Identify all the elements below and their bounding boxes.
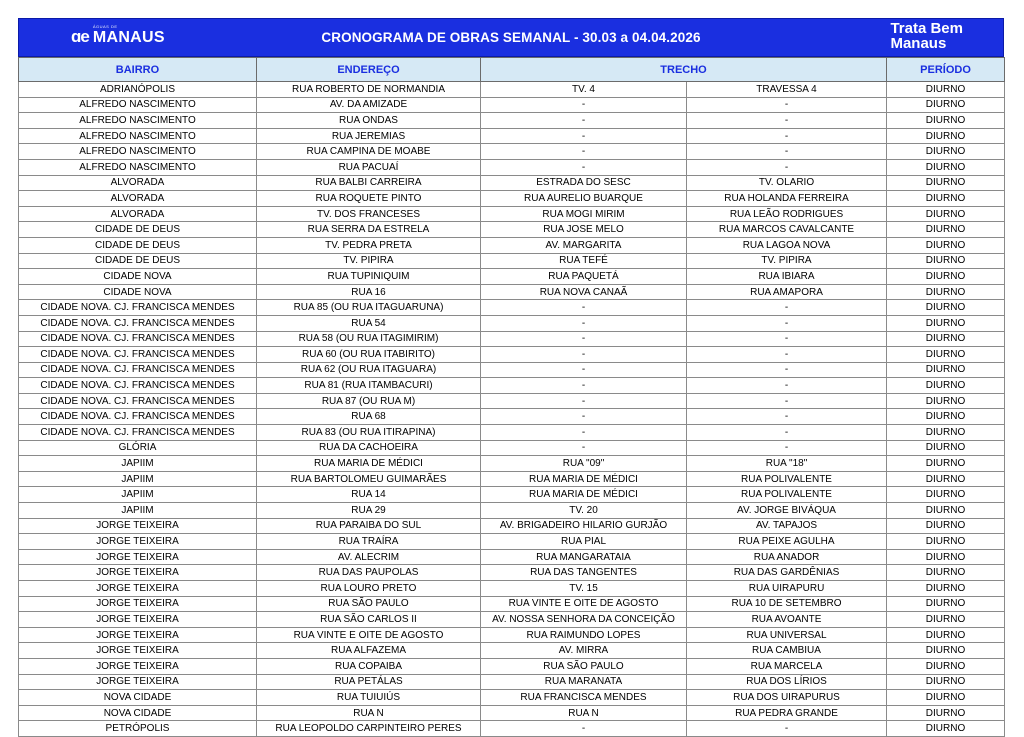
cell-endereco: RUA DAS PAUPOLAS <box>257 565 481 581</box>
cell-endereco: RUA 83 (OU RUA ITIRAPINA) <box>257 425 481 441</box>
cell-bairro: CIDADE NOVA. CJ. FRANCISCA MENDES <box>19 425 257 441</box>
cell-trecho-ate: - <box>687 409 887 425</box>
logo-mark-icon: ɑe <box>71 27 89 46</box>
table-row <box>19 581 1005 597</box>
cell-bairro: CIDADE NOVA. CJ. FRANCISCA MENDES <box>19 378 257 394</box>
header-banner <box>18 18 1004 57</box>
cell-trecho-de: AV. MIRRA <box>481 643 687 659</box>
table-row <box>19 175 1005 191</box>
column-header-bairro: BAIRRO <box>19 58 257 82</box>
cell-trecho-de: TV. 4 <box>481 82 687 98</box>
schedule-sheet <box>18 18 1004 737</box>
cell-trecho-ate: - <box>687 362 887 378</box>
cell-trecho-de: RUA FRANCISCA MENDES <box>481 690 687 706</box>
cell-periodo: DIURNO <box>887 159 1005 175</box>
table-row <box>19 409 1005 425</box>
cell-endereco: RUA COPAIBA <box>257 658 481 674</box>
table-row <box>19 690 1005 706</box>
cell-trecho-ate: - <box>687 331 887 347</box>
cell-bairro: JORGE TEIXEIRA <box>19 674 257 690</box>
cell-periodo: DIURNO <box>887 581 1005 597</box>
cell-bairro: ALFREDO NASCIMENTO <box>19 159 257 175</box>
column-header-endereco: ENDEREÇO <box>257 58 481 82</box>
cell-endereco: RUA CAMPINA DE MOABE <box>257 144 481 160</box>
page-title: CRONOGRAMA DE OBRAS SEMANAL - 30.03 a 04.04.2026 <box>321 30 701 45</box>
cell-trecho-de: RUA JOSE MELO <box>481 222 687 238</box>
cell-bairro: CIDADE DE DEUS <box>19 253 257 269</box>
cell-periodo: DIURNO <box>887 362 1005 378</box>
cell-periodo: DIURNO <box>887 253 1005 269</box>
cell-trecho-de: RUA "09" <box>481 456 687 472</box>
cell-trecho-ate: RUA UNIVERSAL <box>687 627 887 643</box>
cell-trecho-de: - <box>481 159 687 175</box>
cell-bairro: CIDADE NOVA. CJ. FRANCISCA MENDES <box>19 315 257 331</box>
cell-periodo: DIURNO <box>887 331 1005 347</box>
table-row <box>19 82 1005 98</box>
cell-bairro: CIDADE NOVA. CJ. FRANCISCA MENDES <box>19 347 257 363</box>
cell-periodo: DIURNO <box>887 300 1005 316</box>
cell-trecho-ate: - <box>687 113 887 129</box>
table-row <box>19 705 1005 721</box>
column-header-periodo: PERÍODO <box>887 58 1005 82</box>
cell-trecho-de: - <box>481 331 687 347</box>
cell-periodo: DIURNO <box>887 471 1005 487</box>
cell-trecho-de: - <box>481 128 687 144</box>
table-row <box>19 393 1005 409</box>
table-header-row <box>19 58 1005 82</box>
table-row <box>19 658 1005 674</box>
cell-periodo: DIURNO <box>887 440 1005 456</box>
cell-periodo: DIURNO <box>887 705 1005 721</box>
cell-trecho-ate: AV. TAPAJOS <box>687 518 887 534</box>
cell-trecho-de: RUA RAIMUNDO LOPES <box>481 627 687 643</box>
cell-periodo: DIURNO <box>887 565 1005 581</box>
cell-periodo: DIURNO <box>887 97 1005 113</box>
cell-endereco: AV. DA AMIZADE <box>257 97 481 113</box>
cell-trecho-de: - <box>481 393 687 409</box>
cell-bairro: JORGE TEIXEIRA <box>19 565 257 581</box>
cell-trecho-ate: RUA UIRAPURU <box>687 581 887 597</box>
cell-periodo: DIURNO <box>887 721 1005 737</box>
cell-trecho-ate: - <box>687 425 887 441</box>
cell-bairro: GLÓRIA <box>19 440 257 456</box>
cell-trecho-ate: - <box>687 378 887 394</box>
cell-trecho-ate: RUA PEDRA GRANDE <box>687 705 887 721</box>
cell-trecho-de: RUA AURELIO BUARQUE <box>481 191 687 207</box>
cell-trecho-de: - <box>481 97 687 113</box>
cell-trecho-ate: - <box>687 315 887 331</box>
cell-trecho-de: - <box>481 409 687 425</box>
cell-trecho-ate: - <box>687 159 887 175</box>
cell-trecho-de: TV. 15 <box>481 581 687 597</box>
cell-bairro: ADRIANÓPOLIS <box>19 82 257 98</box>
table-row <box>19 425 1005 441</box>
cell-bairro: CIDADE NOVA. CJ. FRANCISCA MENDES <box>19 362 257 378</box>
table-row <box>19 222 1005 238</box>
cell-endereco: RUA ONDAS <box>257 113 481 129</box>
table-row <box>19 549 1005 565</box>
table-row <box>19 596 1005 612</box>
cell-bairro: ALFREDO NASCIMENTO <box>19 113 257 129</box>
brand-line-1: Trata Bem <box>890 20 963 37</box>
cell-bairro: ALFREDO NASCIMENTO <box>19 97 257 113</box>
cell-bairro: JORGE TEIXEIRA <box>19 627 257 643</box>
cell-periodo: DIURNO <box>887 690 1005 706</box>
cell-bairro: CIDADE NOVA. CJ. FRANCISCA MENDES <box>19 409 257 425</box>
cell-bairro: CIDADE DE DEUS <box>19 222 257 238</box>
table-body <box>19 82 1005 737</box>
cell-trecho-de: RUA MARIA DE MÉDICI <box>481 471 687 487</box>
cell-trecho-ate: TV. OLARIO <box>687 175 887 191</box>
table-row <box>19 206 1005 222</box>
cell-trecho-de: - <box>481 300 687 316</box>
cell-bairro: JORGE TEIXEIRA <box>19 596 257 612</box>
cell-trecho-ate: RUA "18" <box>687 456 887 472</box>
cell-periodo: DIURNO <box>887 269 1005 285</box>
cell-bairro: ALFREDO NASCIMENTO <box>19 128 257 144</box>
table-row <box>19 284 1005 300</box>
cell-bairro: JAPIIM <box>19 487 257 503</box>
cell-endereco: RUA 29 <box>257 503 481 519</box>
cell-trecho-de: RUA MARIA DE MÉDICI <box>481 487 687 503</box>
cell-endereco: RUA 58 (OU RUA ITAGIMIRIM) <box>257 331 481 347</box>
table-row <box>19 97 1005 113</box>
cell-periodo: DIURNO <box>887 456 1005 472</box>
cell-trecho-de: RUA TEFÉ <box>481 253 687 269</box>
cell-endereco: RUA ROBERTO DE NORMANDIA <box>257 82 481 98</box>
table-row <box>19 471 1005 487</box>
cell-endereco: RUA PETÁLAS <box>257 674 481 690</box>
table-row <box>19 503 1005 519</box>
cell-trecho-de: - <box>481 425 687 441</box>
cell-trecho-de: - <box>481 315 687 331</box>
table-row <box>19 253 1005 269</box>
table-row <box>19 721 1005 737</box>
cell-periodo: DIURNO <box>887 113 1005 129</box>
table-row <box>19 315 1005 331</box>
cell-endereco: RUA BALBI CARREIRA <box>257 175 481 191</box>
cell-periodo: DIURNO <box>887 643 1005 659</box>
cell-periodo: DIURNO <box>887 627 1005 643</box>
cell-trecho-de: RUA DAS TANGENTES <box>481 565 687 581</box>
cell-endereco: RUA 14 <box>257 487 481 503</box>
cell-trecho-de: RUA NOVA CANAÃ <box>481 284 687 300</box>
cell-endereco: RUA JEREMIAS <box>257 128 481 144</box>
cell-trecho-ate: RUA LAGOA NOVA <box>687 237 887 253</box>
cell-periodo: DIURNO <box>887 596 1005 612</box>
cell-periodo: DIURNO <box>887 82 1005 98</box>
cell-bairro: NOVA CIDADE <box>19 690 257 706</box>
cell-periodo: DIURNO <box>887 534 1005 550</box>
table-row <box>19 643 1005 659</box>
table-row <box>19 191 1005 207</box>
cell-trecho-ate: RUA MARCOS CAVALCANTE <box>687 222 887 238</box>
table-row <box>19 362 1005 378</box>
cell-trecho-de: - <box>481 440 687 456</box>
table-row <box>19 347 1005 363</box>
cell-endereco: RUA 60 (OU RUA ITABIRITO) <box>257 347 481 363</box>
cell-periodo: DIURNO <box>887 425 1005 441</box>
cell-endereco: RUA PACUAÍ <box>257 159 481 175</box>
table-row <box>19 612 1005 628</box>
cell-trecho-de: TV. 20 <box>481 503 687 519</box>
cell-trecho-ate: - <box>687 144 887 160</box>
cell-trecho-de: RUA N <box>481 705 687 721</box>
cell-endereco: RUA 54 <box>257 315 481 331</box>
cell-periodo: DIURNO <box>887 237 1005 253</box>
trata-bem-manaus-logo <box>890 21 963 51</box>
cell-endereco: TV. PEDRA PRETA <box>257 237 481 253</box>
table-row <box>19 237 1005 253</box>
cell-trecho-de: - <box>481 362 687 378</box>
cell-periodo: DIURNO <box>887 674 1005 690</box>
cell-periodo: DIURNO <box>887 347 1005 363</box>
cell-endereco: TV. DOS FRANCESES <box>257 206 481 222</box>
cell-bairro: CIDADE NOVA <box>19 269 257 285</box>
cell-trecho-de: AV. NOSSA SENHORA DA CONCEIÇÃO <box>481 612 687 628</box>
cell-periodo: DIURNO <box>887 409 1005 425</box>
cell-trecho-ate: RUA 10 DE SETEMBRO <box>687 596 887 612</box>
cell-trecho-ate: RUA MARCELA <box>687 658 887 674</box>
table-row <box>19 518 1005 534</box>
cell-bairro: JORGE TEIXEIRA <box>19 581 257 597</box>
table-row <box>19 378 1005 394</box>
cell-endereco: RUA LOURO PRETO <box>257 581 481 597</box>
cell-trecho-ate: RUA ANADOR <box>687 549 887 565</box>
logo-main-text: MANAUS <box>92 29 165 46</box>
cell-periodo: DIURNO <box>887 128 1005 144</box>
cell-endereco: RUA ROQUETE PINTO <box>257 191 481 207</box>
table-row <box>19 300 1005 316</box>
cell-bairro: CIDADE DE DEUS <box>19 237 257 253</box>
cell-trecho-ate: RUA DOS UIRAPURUS <box>687 690 887 706</box>
cell-trecho-de: - <box>481 347 687 363</box>
cell-bairro: JORGE TEIXEIRA <box>19 518 257 534</box>
cell-trecho-ate: RUA HOLANDA FERREIRA <box>687 191 887 207</box>
table-row <box>19 627 1005 643</box>
cell-bairro: JAPIIM <box>19 456 257 472</box>
cell-trecho-de: RUA MARANATA <box>481 674 687 690</box>
cell-trecho-ate: RUA PEIXE AGULHA <box>687 534 887 550</box>
table-row <box>19 440 1005 456</box>
cell-bairro: CIDADE NOVA <box>19 284 257 300</box>
cell-endereco: RUA PARAIBA DO SUL <box>257 518 481 534</box>
cell-trecho-de: AV. BRIGADEIRO HILARIO GURJÃO <box>481 518 687 534</box>
cell-trecho-ate: - <box>687 97 887 113</box>
cell-trecho-ate: - <box>687 128 887 144</box>
cell-periodo: DIURNO <box>887 222 1005 238</box>
cell-bairro: CIDADE NOVA. CJ. FRANCISCA MENDES <box>19 393 257 409</box>
cell-trecho-ate: - <box>687 721 887 737</box>
cell-trecho-ate: AV. JORGE BIVÁQUA <box>687 503 887 519</box>
cell-endereco: RUA 68 <box>257 409 481 425</box>
cell-bairro: JAPIIM <box>19 503 257 519</box>
cell-bairro: JORGE TEIXEIRA <box>19 658 257 674</box>
table-row <box>19 269 1005 285</box>
cell-trecho-de: RUA VINTE E OITE DE AGOSTO <box>481 596 687 612</box>
cell-trecho-ate: RUA LEÃO RODRIGUES <box>687 206 887 222</box>
cell-trecho-de: AV. MARGARITA <box>481 237 687 253</box>
cell-periodo: DIURNO <box>887 144 1005 160</box>
cell-trecho-de: - <box>481 378 687 394</box>
cell-bairro: JORGE TEIXEIRA <box>19 643 257 659</box>
cell-endereco: RUA 16 <box>257 284 481 300</box>
cell-trecho-ate: RUA CAMBIUA <box>687 643 887 659</box>
table-row <box>19 144 1005 160</box>
cell-endereco: RUA 87 (OU RUA M) <box>257 393 481 409</box>
cell-trecho-ate: RUA DAS GARDÊNIAS <box>687 565 887 581</box>
cell-endereco: RUA DA CACHOEIRA <box>257 440 481 456</box>
cell-trecho-de: - <box>481 144 687 160</box>
cell-endereco: TV. PIPIRA <box>257 253 481 269</box>
cell-periodo: DIURNO <box>887 487 1005 503</box>
logo-small-text: ÁGUAS DE <box>92 24 118 29</box>
table-row <box>19 159 1005 175</box>
cell-bairro: JORGE TEIXEIRA <box>19 612 257 628</box>
cell-endereco: RUA LEOPOLDO CARPINTEIRO PERES <box>257 721 481 737</box>
cell-bairro: CIDADE NOVA. CJ. FRANCISCA MENDES <box>19 300 257 316</box>
cell-trecho-ate: RUA POLIVALENTE <box>687 471 887 487</box>
table-row <box>19 128 1005 144</box>
cell-periodo: DIURNO <box>887 284 1005 300</box>
cell-trecho-ate: TV. PIPIRA <box>687 253 887 269</box>
cell-endereco: RUA N <box>257 705 481 721</box>
cell-trecho-ate: RUA IBIARA <box>687 269 887 285</box>
cell-bairro: JORGE TEIXEIRA <box>19 549 257 565</box>
cell-trecho-ate: RUA AMAPORA <box>687 284 887 300</box>
cell-bairro: ALVORADA <box>19 206 257 222</box>
cell-endereco: RUA BARTOLOMEU GUIMARÃES <box>257 471 481 487</box>
cell-trecho-de: RUA PIAL <box>481 534 687 550</box>
cell-trecho-de: RUA SÃO PAULO <box>481 658 687 674</box>
cell-bairro: CIDADE NOVA. CJ. FRANCISCA MENDES <box>19 331 257 347</box>
table-row <box>19 534 1005 550</box>
cell-periodo: DIURNO <box>887 191 1005 207</box>
cell-endereco: RUA SÃO PAULO <box>257 596 481 612</box>
cell-trecho-de: - <box>481 113 687 129</box>
cell-trecho-de: RUA MOGI MIRIM <box>481 206 687 222</box>
cell-endereco: RUA TUPINIQUIM <box>257 269 481 285</box>
cell-bairro: NOVA CIDADE <box>19 705 257 721</box>
cell-bairro: ALVORADA <box>19 175 257 191</box>
cell-endereco: RUA VINTE E OITE DE AGOSTO <box>257 627 481 643</box>
cell-trecho-ate: RUA POLIVALENTE <box>687 487 887 503</box>
cell-endereco: RUA 81 (RUA ITAMBACURI) <box>257 378 481 394</box>
table-row <box>19 565 1005 581</box>
cell-trecho-de: RUA MANGARATAIA <box>481 549 687 565</box>
cell-trecho-de: - <box>481 721 687 737</box>
column-header-trecho: TRECHO <box>481 58 887 82</box>
cell-periodo: DIURNO <box>887 378 1005 394</box>
cell-trecho-ate: RUA AVOANTE <box>687 612 887 628</box>
cell-periodo: DIURNO <box>887 658 1005 674</box>
cell-bairro: JORGE TEIXEIRA <box>19 534 257 550</box>
cell-periodo: DIURNO <box>887 315 1005 331</box>
table-row <box>19 113 1005 129</box>
cell-periodo: DIURNO <box>887 206 1005 222</box>
cell-trecho-de: ESTRADA DO SESC <box>481 175 687 191</box>
cell-endereco: RUA SÃO CARLOS II <box>257 612 481 628</box>
cell-trecho-ate: RUA DOS LÍRIOS <box>687 674 887 690</box>
cell-endereco: RUA 62 (OU RUA ITAGUARA) <box>257 362 481 378</box>
cell-bairro: ALFREDO NASCIMENTO <box>19 144 257 160</box>
cell-endereco: RUA ALFAZEMA <box>257 643 481 659</box>
cell-periodo: DIURNO <box>887 175 1005 191</box>
cell-periodo: DIURNO <box>887 393 1005 409</box>
cell-trecho-ate: - <box>687 393 887 409</box>
cell-bairro: PETRÓPOLIS <box>19 721 257 737</box>
cell-endereco: RUA TUIUIÚS <box>257 690 481 706</box>
table-row <box>19 487 1005 503</box>
cell-periodo: DIURNO <box>887 549 1005 565</box>
cell-endereco: RUA 85 (OU RUA ITAGUARUNA) <box>257 300 481 316</box>
cell-periodo: DIURNO <box>887 612 1005 628</box>
cell-endereco: RUA SERRA DA ESTRELA <box>257 222 481 238</box>
table-row <box>19 331 1005 347</box>
cell-bairro: JAPIIM <box>19 471 257 487</box>
brand-line-2: Manaus <box>890 35 947 52</box>
cell-trecho-ate: TRAVESSA 4 <box>687 82 887 98</box>
cell-periodo: DIURNO <box>887 518 1005 534</box>
cell-periodo: DIURNO <box>887 503 1005 519</box>
cell-trecho-de: RUA PAQUETÁ <box>481 269 687 285</box>
cell-endereco: RUA TRAÍRA <box>257 534 481 550</box>
cell-endereco: RUA MARIA DE MÉDICI <box>257 456 481 472</box>
schedule-table <box>18 57 1005 737</box>
table-row <box>19 674 1005 690</box>
cell-trecho-ate: - <box>687 300 887 316</box>
table-row <box>19 456 1005 472</box>
cell-trecho-ate: - <box>687 347 887 363</box>
cell-bairro: ALVORADA <box>19 191 257 207</box>
cell-endereco: AV. ALECRIM <box>257 549 481 565</box>
cell-trecho-ate: - <box>687 440 887 456</box>
